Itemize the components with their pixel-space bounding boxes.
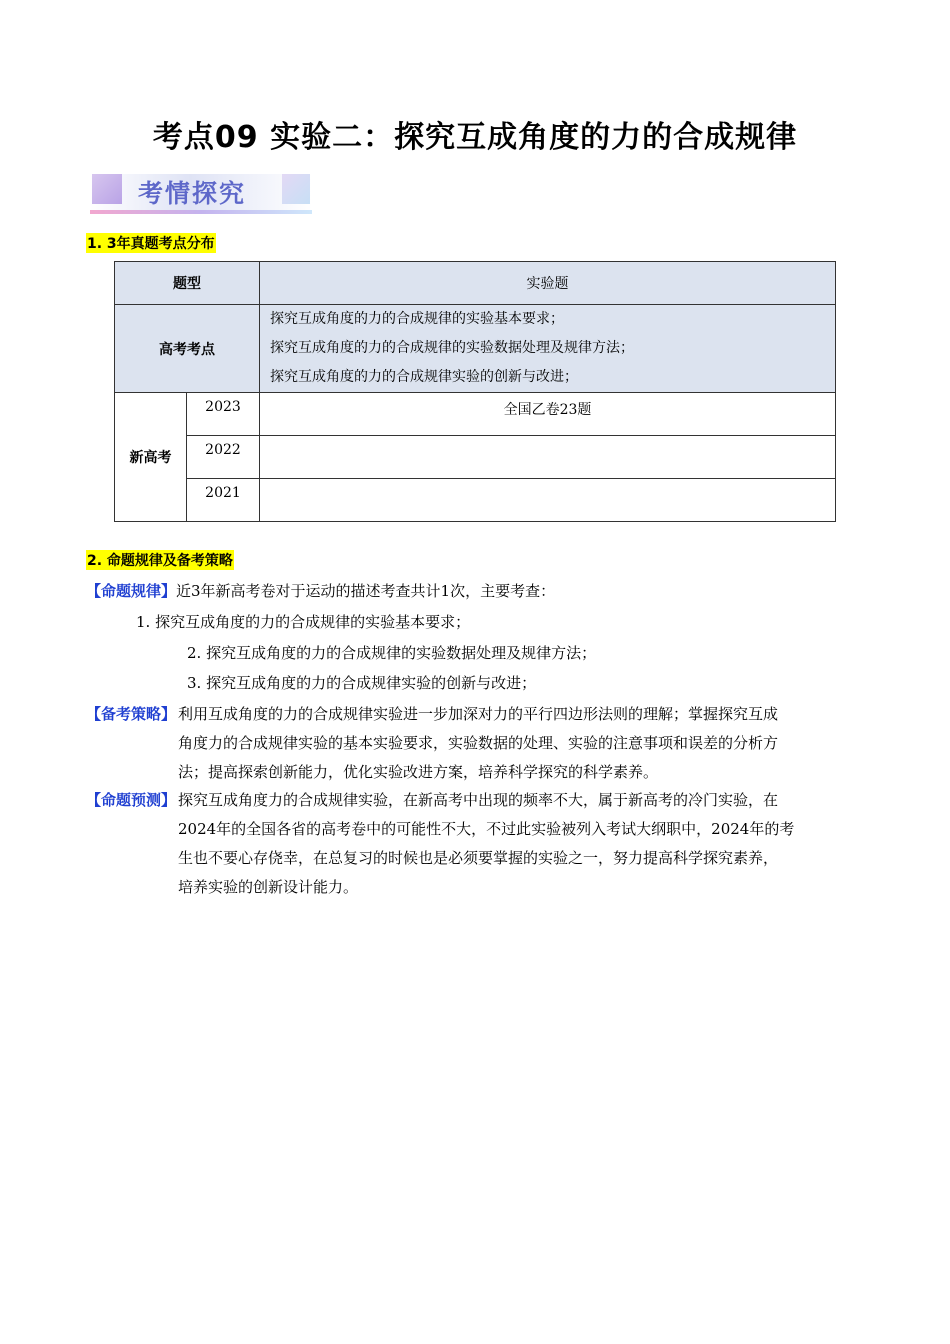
strategy-text [178,700,868,787]
value-cell [260,436,836,479]
section-banner [90,172,312,216]
year-cell: 2022 [187,436,260,479]
table-row [115,479,836,522]
year-cell: 2021 [187,479,260,522]
forecast-text [178,786,868,902]
section-heading-2: 2. 命题规律及备考策略 [86,550,234,570]
value-cell [260,479,836,522]
table-row [115,305,836,393]
forecast-line: 培养实验的创新设计能力。 [178,878,359,896]
year-cell: 2023 [187,393,260,436]
banner-title: 考情探究 [138,179,247,208]
table-row [115,436,836,479]
banner-left-square-icon [92,174,122,204]
value-cell: 全国乙卷23题 [260,393,836,436]
type-value: 实验题 [260,262,836,305]
banner-right-square-icon [282,174,310,204]
forecast-line: 生也不要心存侥幸，在总复习的时候也是必须要掌握的实验之一，努力提高科学探究素养， [178,849,779,867]
exam-distribution-table [114,261,836,522]
strategy-line: 角度力的合成规律实验的基本实验要求，实验数据的处理、实验的注意事项和误差的分析方 [178,734,779,752]
strategy-line: 利用互成角度的力的合成规律实验进一步加深对力的平行四边形法则的理解；掌握探究互成 [178,705,779,723]
points-label: 高考考点 [115,305,260,393]
page-title: 考点09 实验二：探究互成角度的力的合成规律 [152,120,798,155]
rule-item-3: 3. 探究互成角度的力的合成规律实验的创新与改进； [187,674,537,692]
group-label: 新高考 [115,393,187,522]
forecast-line: 探究互成角度力的合成规律实验，在新高考中出现的频率不大，属于新高考的冷门实验，在 [178,791,779,809]
forecast-line: 2024年的全国各省的高考卷中的可能性不大，不过此实验被列入考试大纲职中，2024年的考 [178,820,795,838]
points-cell [260,305,836,393]
forecast-tag: 【命题预测】 [86,791,177,809]
rule-item-2: 2. 探究互成角度的力的合成规律的实验数据处理及规律方法； [187,644,597,662]
rule-tag: 【命题规律】 [86,582,177,600]
rule-paragraph [86,577,555,606]
point-item: 探究互成角度的力的合成规律实验的创新与改进； [270,369,578,385]
table-row [115,393,836,436]
banner-underline [90,210,312,214]
type-label: 题型 [115,262,260,305]
table-row [115,262,836,305]
rule-intro: 近3年新高考卷对于运动的描述考查共计1次，主要考查： [176,582,556,600]
strategy-line: 法；提高探索创新能力，优化实验改进方案，培养科学探究的科学素养。 [178,763,659,781]
point-item: 探究互成角度的力的合成规律的实验数据处理及规律方法； [270,340,634,356]
section-heading-1: 1. 3年真题考点分布 [86,233,216,253]
point-item: 探究互成角度的力的合成规律的实验基本要求； [270,311,564,327]
rule-item-1: 1. 探究互成角度的力的合成规律的实验基本要求； [136,613,471,631]
strategy-tag: 【备考策略】 [86,705,177,723]
